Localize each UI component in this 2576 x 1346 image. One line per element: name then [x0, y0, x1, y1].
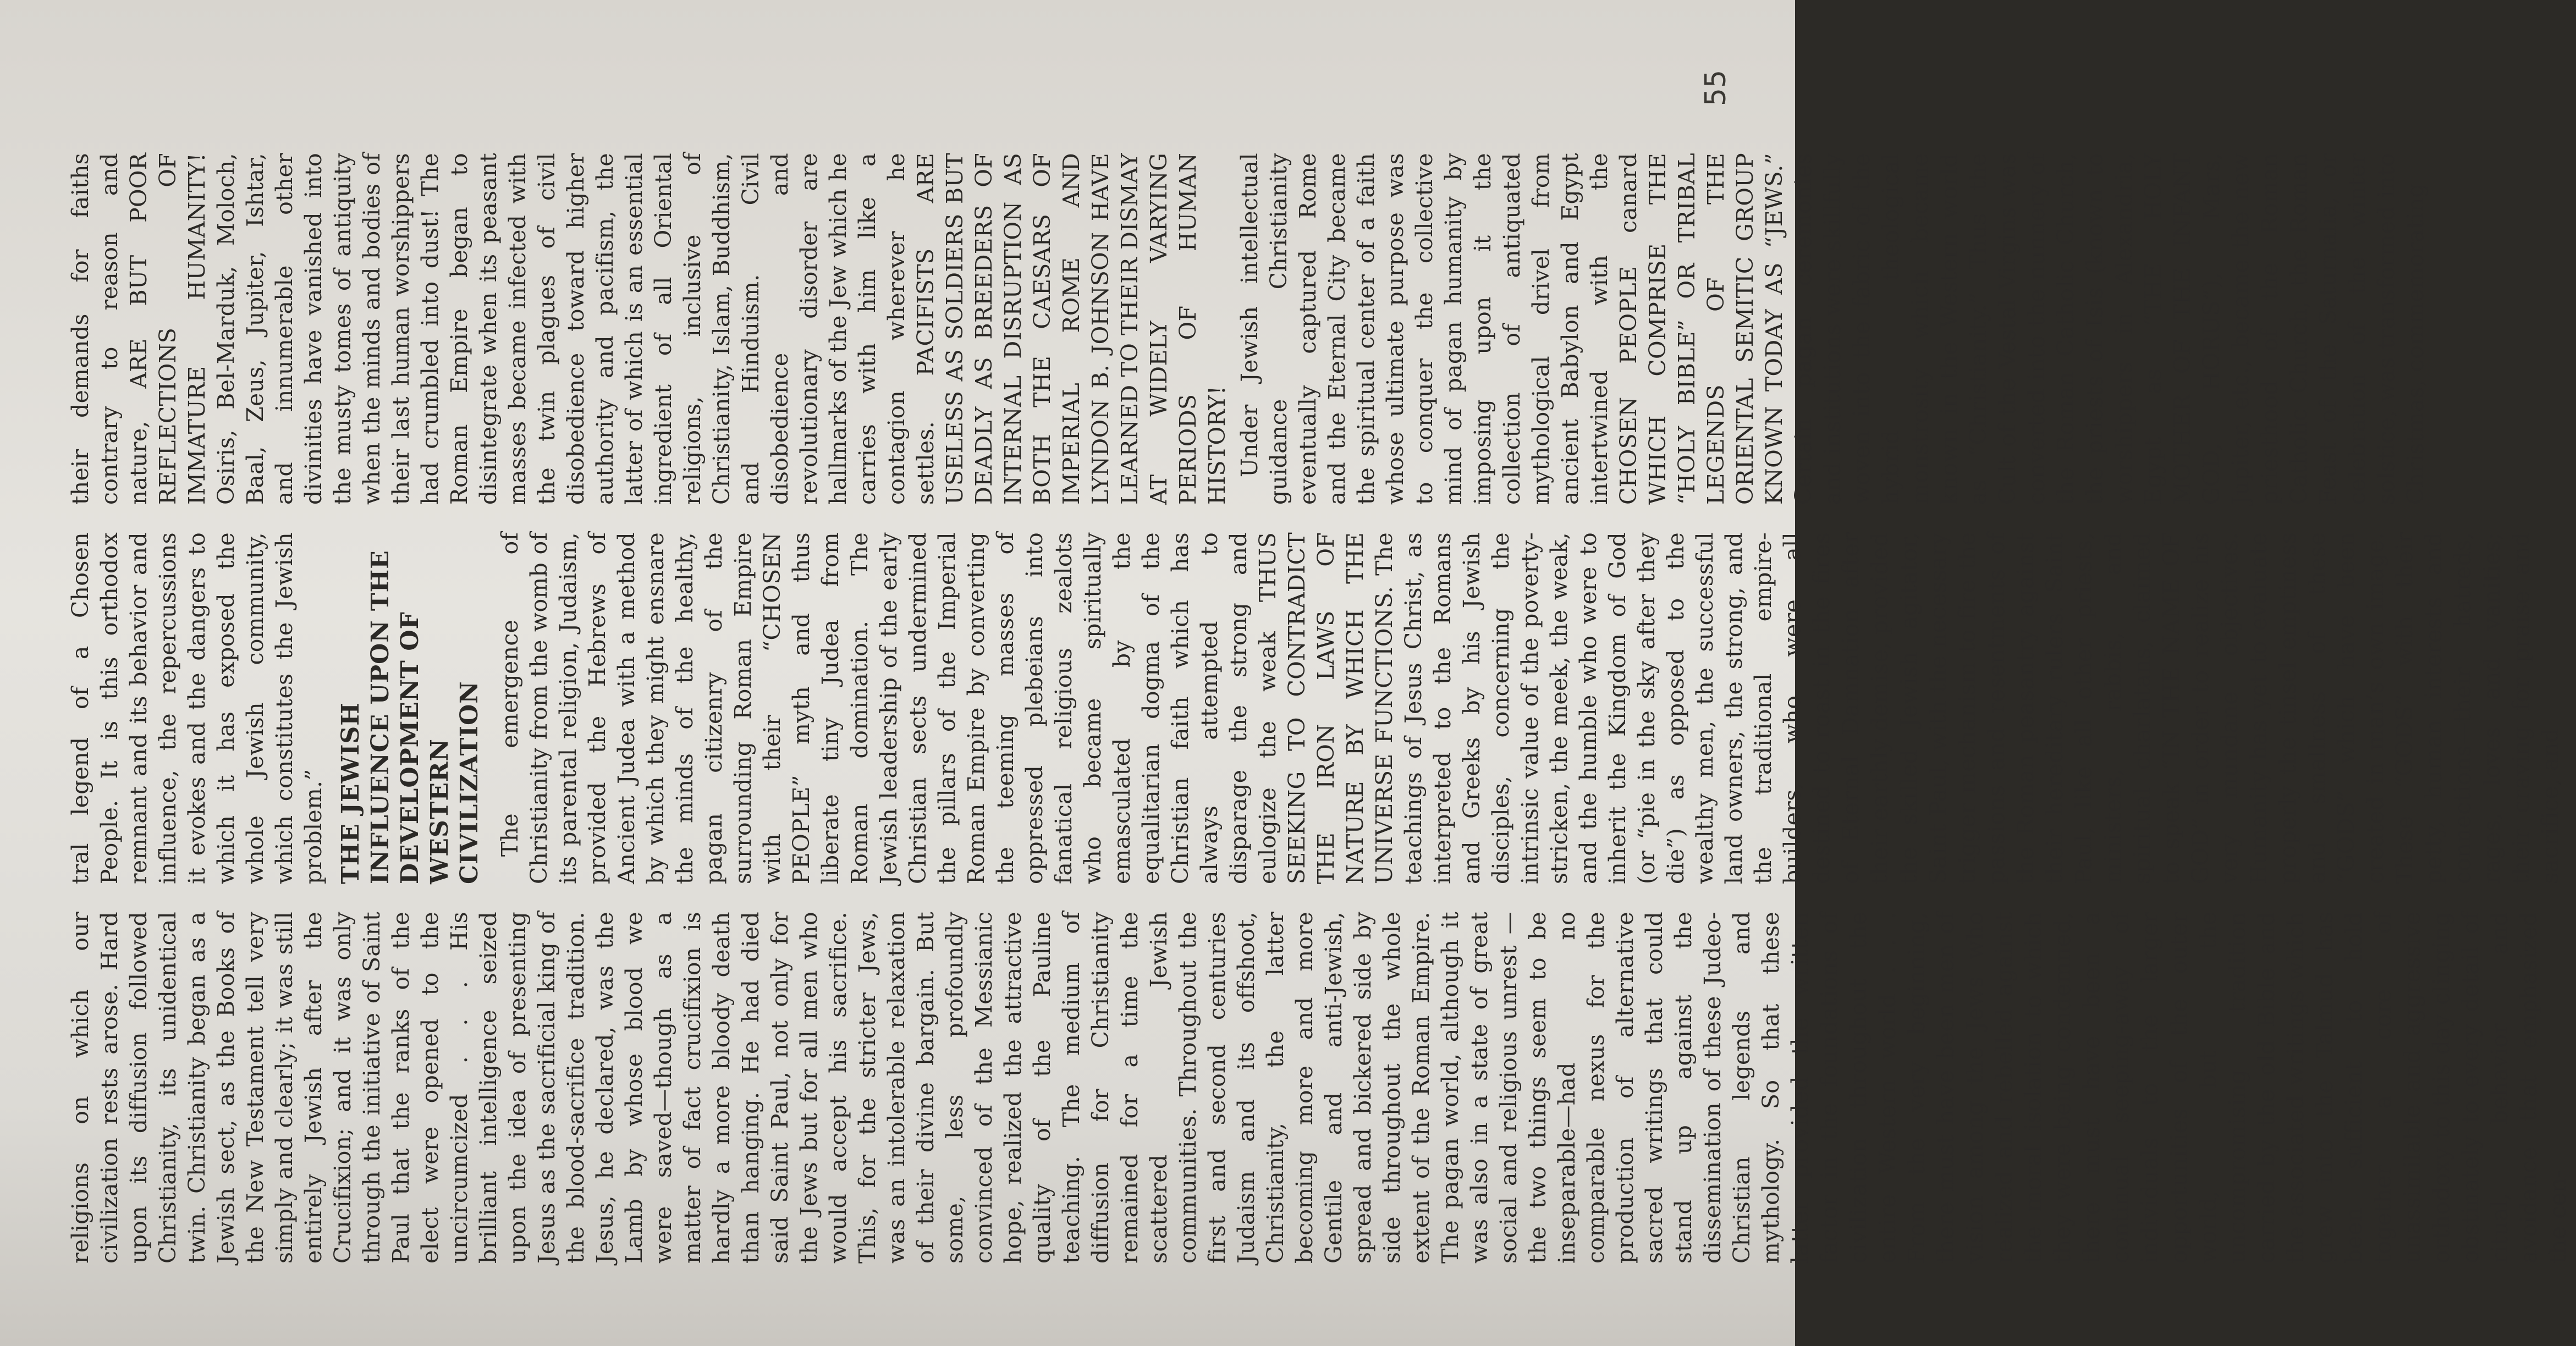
text-column-left	[66, 912, 2576, 1264]
paragraph: The emergence of Christianity from the womb of its parental religion, Judaism, provided the Hebrews of Ancient Judea with a method by which they might ensnare the minds of the healthy, pagan citizenry of the surrounding Roman Empire with their “CHOSEN PEOPLE” myth and thus liberate tiny Judea from Roman domination. The Jewish leadership of the early Christian sects undermined the pillars of the Imperial Roman Empire by converting the teeming masses of oppressed plebeians into fanatical religious zealots who became spiritually emasculated by the equalitarian dogma of the Christian faith which has always attempted to disparage the strong and eulogize the weak THUS SEEKING TO CONTRADICT THE IRON LAWS OF NATURE BY WHICH THE UNIVERSE FUNCTIONS. The teachings of Jesus Christ, as interpreted to the Romans and Greeks by his Jewish disciples, concerning the intrinsic value of the poverty-stricken, the meek, the weak, and the humble who were to inherit the Kingdom of God (or “pie in the sky after they die”) as opposed to the wealthy men, the successful land owners, the strong, and the traditional empire-builders, who were all destined to roast in the fires of Eternal Damnation after their earthly demise, provided the skilled Jewish agitator, Saint Paul, with the necessary trigger mechanism to fire the passions and resentments of the Roman peasantry against their hereditary rulers. Saint Paul, like all other priests, ministers, rabbis, and spiritual charlatans, claimed to speak “IN THE NAME OF GOD” in order to realize his very mundane objectives. Humanity has yet to evaluate properly the tinsel emptiness and smallness of these “GODS” which have been created in man’s own image. These “GODS” with their petty, human interests and connections—their hatreds, rages, loves and vanities; their craving for praise and sacrifice, and	[497, 532, 2563, 884]
paragraph: Under Jewish intellectual guidance Christianity eventually captured Rome and the Eternal City became the spiritual center of a faith whose ultimate purpose was to conquer the collective mind of pagan humanity by imposing upon it the collection of antiquated mythological drivel from ancient Babylon and Egypt intertwined with the CHOSEN PEOPLE canard WHICH COMPRISE THE “HOLY BIBLE” OR TRIBAL LEGENDS OF THE ORIENTAL SEMITIC GROUP KNOWN TODAY AS “JEWS.” Certain pagan ceremonies and institutions were skillfully woven into the fabric of the hybrid theological monstrosity which became known in the Western world as “Christianity.” Thus the Cult of the Vestal Virgins was converted into the nunnery of the Roman Catholic Church, the priests of Isis (known to worshippers in Alexandria, Egypt as “THE HOLY MOTHER OF THE INFANT GOD, HORUS”), Mars, Jupiter, etc., became the new priesthood of the Roman Catholic Church, the Roman Feast of the Saturnalia, or celebration of the winter solstice, was transformed into Christmas, commemorating	[1236, 153, 2429, 505]
paragraph: tral legend of a Chosen People. It is this orthodox remnant and its behavior and influence, the repercussions it evokes and the dangers to which it has exposed the whole Jewish community, which constitutes the Jewish problem.”	[67, 532, 327, 884]
page-number: 55	[1699, 69, 1732, 106]
text-column-middle	[66, 532, 2568, 884]
paragraph: their demands for faiths contrary to reason and nature, ARE BUT POOR REFLECTIONS OF IMMATURE HUMANITY! Osiris, Bel-Marduk, Moloch, Baal, Zeus, Jupiter, Ishtar, and innumerable other divinities have vanished into the musty tomes of antiquity when the minds and bodies of their last human worshippers had crumbled into dust! The Roman Empire began to disintegrate when its peasant masses became infected with the twin plagues of civil disobedience toward higher authority and pacifism, the latter of which is an essential ingredient of all Oriental religions, inclusive of Christianity, Islam, Buddhism, and Hinduism. Civil disobedience and revolutionary disorder are hallmarks of the Jew which he carries with him like a contagion wherever he settles. PACIFISTS ARE USELESS AS SOLDIERS BUT DEADLY AS BREEDERS OF INTERNAL DISRUPTION AS BOTH THE CAESARS OF IMPERIAL ROME AND LYNDON B. JOHNSON HAVE LEARNED TO THEIR DISMAY AT WIDELY VARYING PERIODS OF HUMAN HISTORY!	[67, 153, 1230, 505]
paragraph: religions on which our civilization rests arose. Hard upon its diffusion followed Christianity, its unidentical twin. Christianity began as a Jewish sect, as the Books of the New Testament tell very simply and clearly; it was still entirely Jewish after the Crucifixion; and it was only through the initiative of Saint Paul that the ranks of the elect were opened to the uncircumcized . . . His brilliant intelligence seized upon the idea of presenting Jesus as the sacrificial king of the blood-sacrifice tradition. Jesus, he declared, was the Lamb by whose blood we were saved—though as a matter of fact crucifixion is hardly a more bloody death than hanging. He had died said Saint Paul, not only for the Jews but for all men who would accept his sacrifice. This, for the stricter Jews, was an intolerable relaxation of their divine bargain. But some, less profoundly convinced of the Messianic hope, realized the attractive quality of the Pauline teaching. The medium of diffusion for Christianity remained for a time the scattered Jewish communities. Throughout the first and second centuries Judaism and its offshoot, Christianity, the latter becoming more and more Gentile and anti-Jewish, spread and bickered side by side throughout the whole extent of the Roman Empire. The pagan world, although it was also in a state of great social and religious unrest —the two things seem to be inseparable—had no comparable nexus for the production of alternative sacred writings that could stand up against the dissemination of these Judeo-Christian legends and mythology. So that these latter provided the written factor in the foundations of civilization throughout the entire Western world . . . From the very beginning, there must have been men of vision among the Jews who realized and rebelled against the moral isolation to which they were being condemned, there must have been a continual seeping-away of individuals to the larger opportunities of the outer world, but the uncompromising tradition carried by the old Bible and the associated writings which grew into the Talmud has been sufficient to hold together a core of unassimilable and aggressive orthodoxy to this day clinging obstinately to every detail of ritual, behavior and avoidance that emphasized the cen-	[67, 912, 2571, 1264]
section-heading: THE JEWISH INFLUENCE UPON THE DEVELOPMENT OF WESTERN CIVILIZATION	[337, 550, 483, 884]
text-column-right	[66, 153, 2434, 505]
